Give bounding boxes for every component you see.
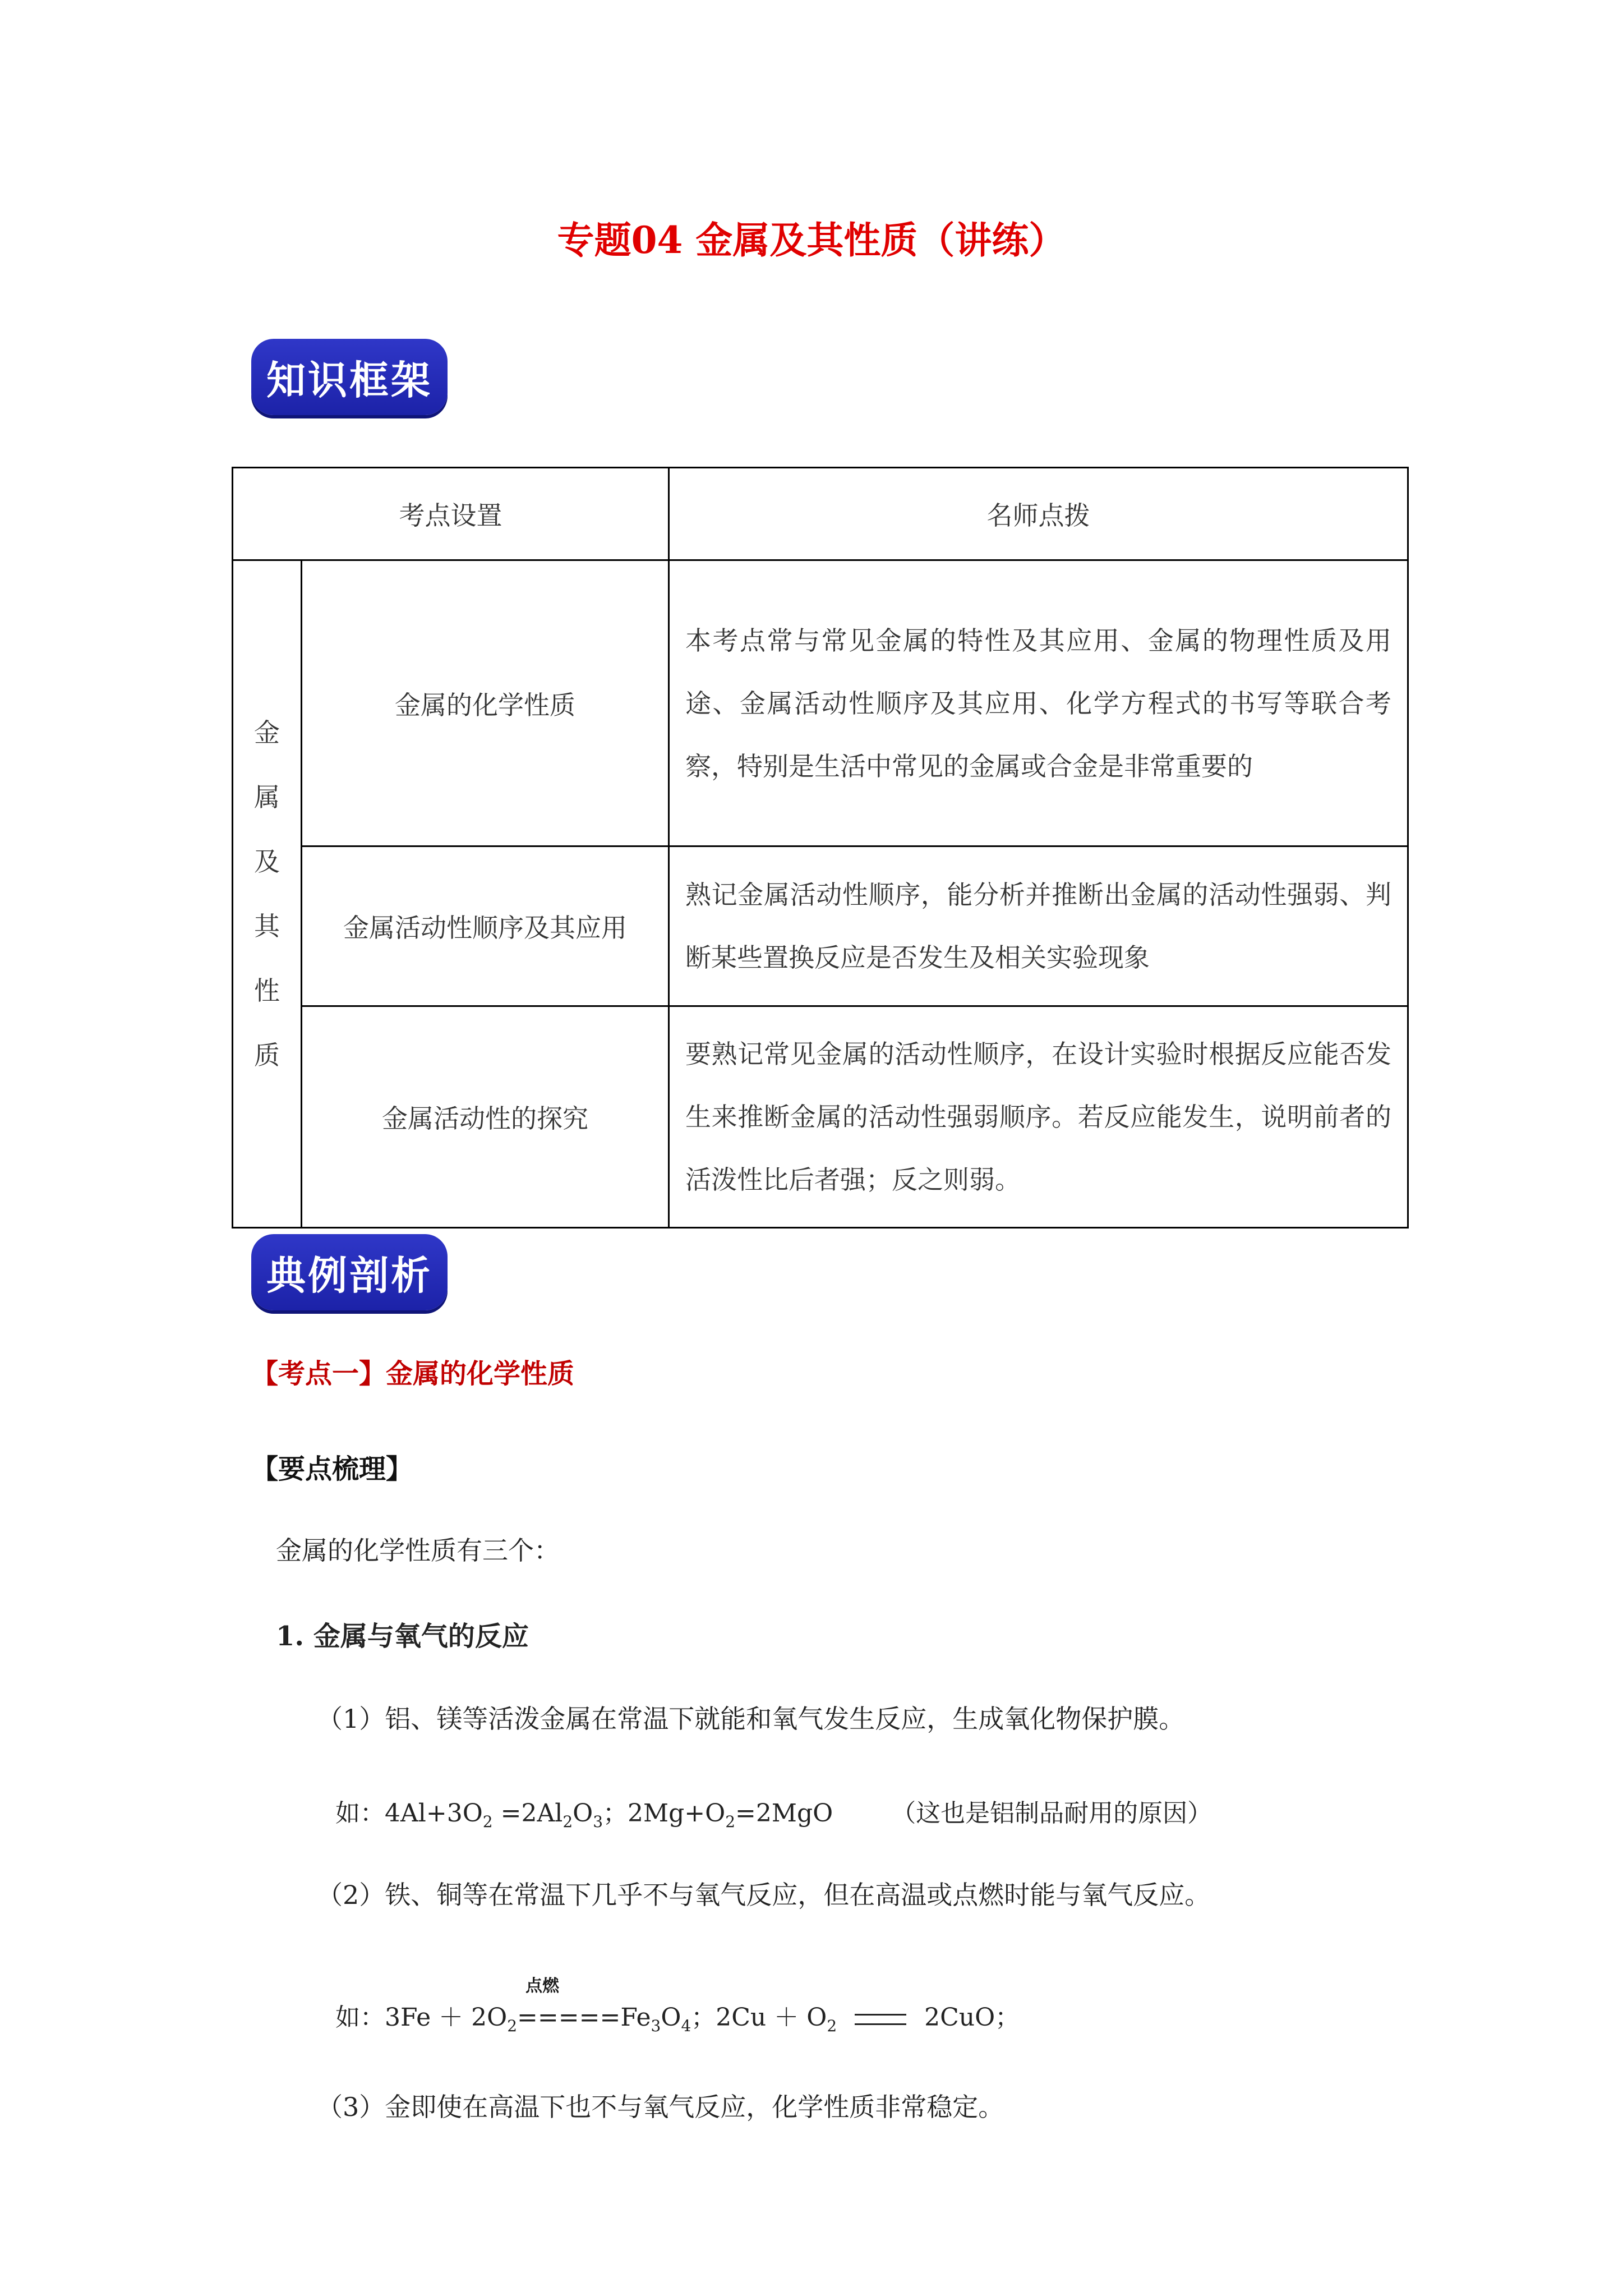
equation-example-1: 如：$4Al+3O_2 =2Al_2O_3$；$2Mg+O_2=2MgO$ （这也是铝制品耐用的原因） (335, 1799, 1212, 1831)
equals-sign (855, 2014, 906, 2025)
table-row (233, 846, 1408, 1006)
equation-note: （这也是铝制品耐用的原因） (891, 1799, 1212, 1828)
tip-cell: 本考点常与常见金属的特性及其应用、金属的物理性质及用途、金属活动性顺序及其应用、化学方程式的书写等联合考察，特别是生活中常见的金属或合金是非常重要的 (669, 560, 1408, 846)
equation-example-2: 如：$3Fe + 2O_2=====Fe_3O_4$；$2Cu + O_2$ 2CuO； (335, 2003, 1020, 2035)
page-title: 专题04 金属及其性质（讲练） (557, 218, 1066, 262)
point-heading: 1. 金属与氧气的反应 (276, 1621, 529, 1652)
item-text: （2）铁、铜等在常温下几乎不与氧气反应，但在高温或点燃时能与氧气反应。 (317, 1880, 1211, 1910)
category-cell (233, 560, 302, 1228)
tip-cell: 熟记金属活动性顺序，能分析并推断出金属的活动性强弱、判断某些置换反应是否发生及相关实验现象 (669, 846, 1408, 1006)
item-text: （3）金即使在高温下也不与氧气反应，化学性质非常稳定。 (317, 2092, 1004, 2122)
item-text: （1）铝、镁等活泼金属在常温下就能和氧气发生反应，生成氧化物保护膜。 (317, 1704, 1185, 1734)
category-char: 其 (254, 910, 280, 941)
intro-text: 金属的化学性质有三个： (276, 1535, 560, 1566)
category-char: 金 (254, 717, 280, 748)
header-exam-points: 考点设置 (233, 468, 669, 560)
reaction-condition: 点燃 (525, 1976, 559, 1996)
category-char: 属 (254, 781, 280, 812)
section-heading: 【考点一】金属的化学性质 (251, 1358, 575, 1389)
subsection-heading: 【要点梳理】 (251, 1453, 413, 1485)
header-teacher-tips: 名师点拨 (669, 468, 1408, 560)
topic-cell: 金属活动性的探究 (302, 1006, 669, 1228)
category-char: 质 (254, 1039, 280, 1070)
category-char: 性 (254, 975, 280, 1006)
category-char: 及 (254, 846, 280, 877)
knowledge-table (232, 467, 1409, 1228)
knowledge-framework-badge: 知识框架 (251, 339, 448, 415)
topic-cell: 金属的化学性质 (302, 560, 669, 846)
table-row (233, 560, 1408, 846)
table-row (233, 1006, 1408, 1228)
table-header-row (233, 468, 1408, 560)
example-analysis-badge: 典例剖析 (251, 1234, 448, 1310)
tip-cell: 要熟记常见金属的活动性顺序，在设计实验时根据反应能否发生来推断金属的活动性强弱顺序。若反应能发生，说明前者的活泼性比后者强；反之则弱。 (669, 1006, 1408, 1228)
topic-cell: 金属活动性顺序及其应用 (302, 846, 669, 1006)
